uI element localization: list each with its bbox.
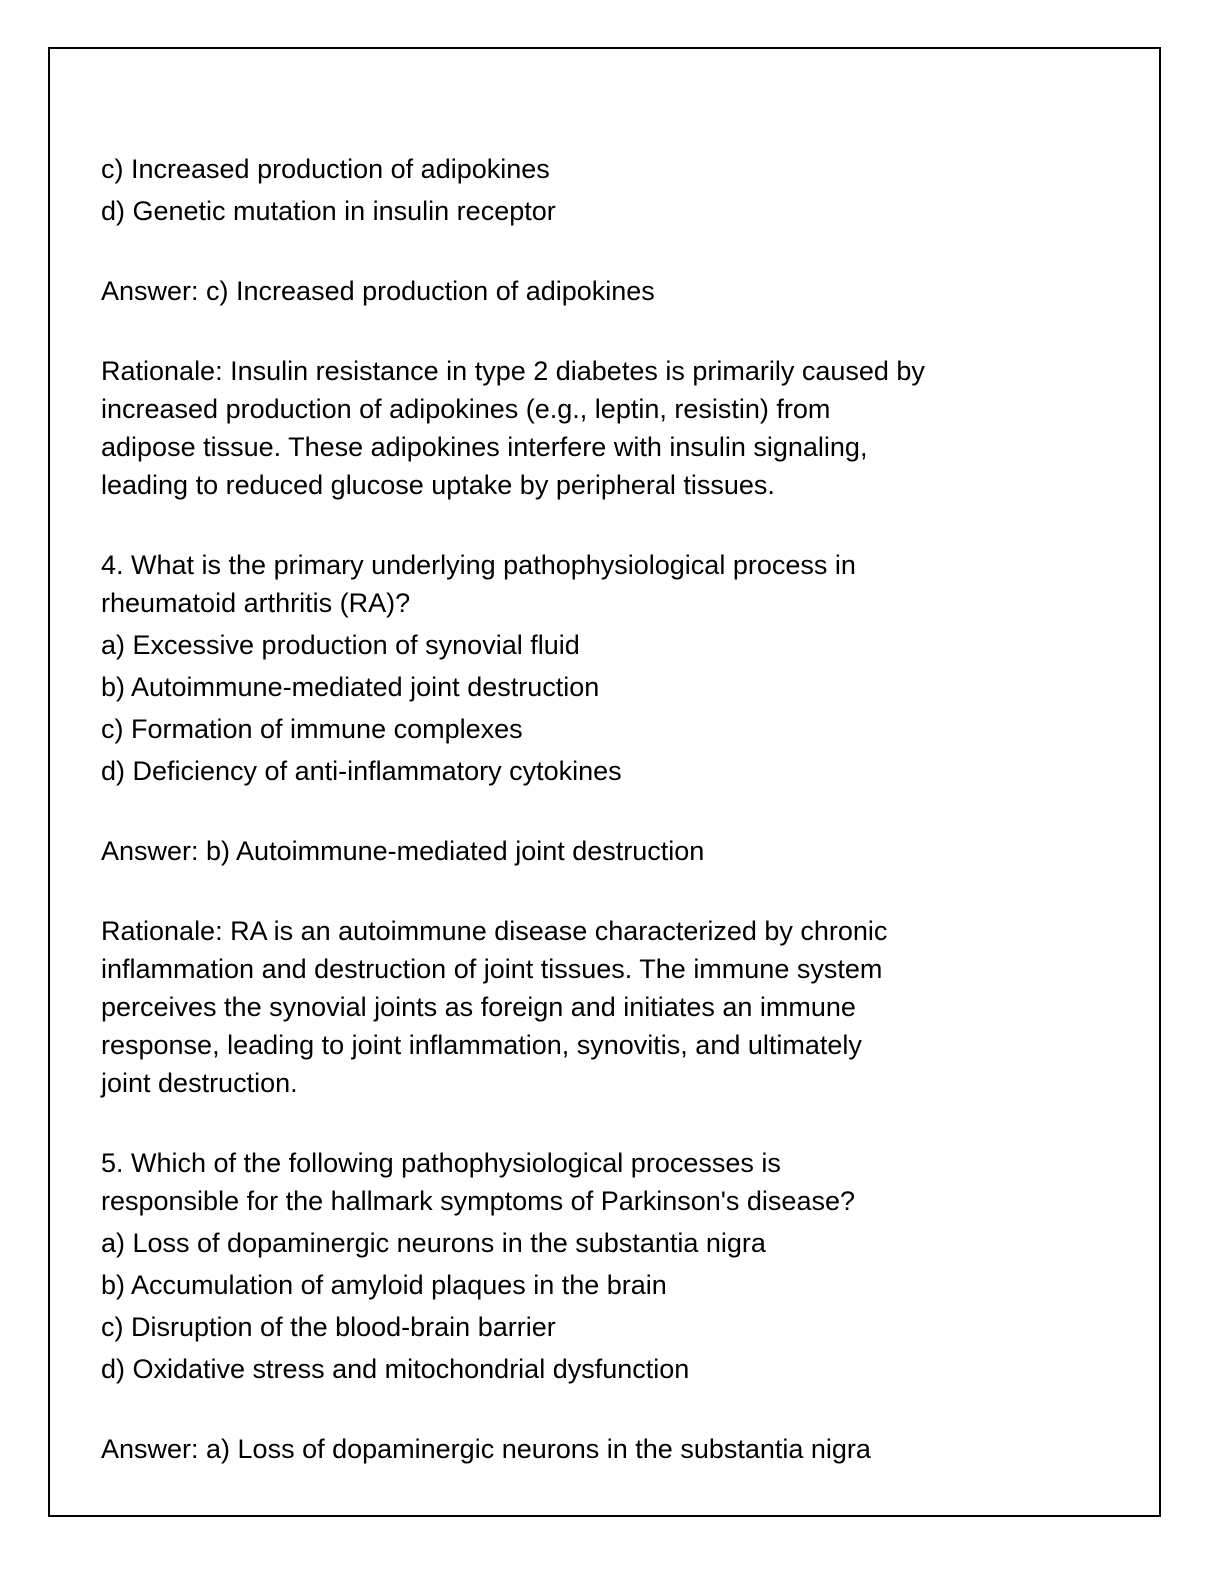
q3-rationale-line: adipose tissue. These adipokines interfere with insulin signaling, bbox=[101, 432, 868, 462]
q5-question-line: responsible for the hallmark symptoms of Parkinson's disease? bbox=[101, 1186, 855, 1216]
document-body bbox=[101, 150, 1121, 1468]
q4-rationale-line: response, leading to joint inflammation, synovitis, and ultimately bbox=[101, 1030, 862, 1060]
q5-question-line: 5. Which of the following pathophysiological processes is bbox=[101, 1148, 781, 1178]
q4-option-c: c) Formation of immune complexes bbox=[101, 714, 523, 744]
q5-answer: Answer: a) Loss of dopaminergic neurons in the substantia nigra bbox=[101, 1434, 871, 1464]
q4-rationale-line: joint destruction. bbox=[101, 1068, 298, 1098]
q4-option-a: a) Excessive production of synovial fluid bbox=[101, 630, 580, 660]
q4-option-d: d) Deficiency of anti-inflammatory cytokines bbox=[101, 756, 622, 786]
q4-rationale-line: perceives the synovial joints as foreign and initiates an immune bbox=[101, 992, 856, 1022]
q3-rationale-line: leading to reduced glucose uptake by peripheral tissues. bbox=[101, 470, 775, 500]
q3-rationale-line: Rationale: Insulin resistance in type 2 diabetes is primarily caused by bbox=[101, 356, 925, 386]
question-5-block bbox=[101, 1144, 1121, 1468]
q5-option-b: b) Accumulation of amyloid plaques in the brain bbox=[101, 1270, 667, 1300]
q4-question-line: rheumatoid arthritis (RA)? bbox=[101, 588, 411, 618]
question-4-block bbox=[101, 546, 1121, 1102]
q5-option-c: c) Disruption of the blood-brain barrier bbox=[101, 1312, 556, 1342]
q3-answer: Answer: c) Increased production of adipokines bbox=[101, 276, 655, 306]
q3-option-d: d) Genetic mutation in insulin receptor bbox=[101, 196, 556, 226]
q4-option-b: b) Autoimmune-mediated joint destruction bbox=[101, 672, 600, 702]
q3-rationale bbox=[101, 352, 1121, 504]
q4-rationale-line: Rationale: RA is an autoimmune disease characterized by chronic bbox=[101, 916, 888, 946]
q4-answer: Answer: b) Autoimmune-mediated joint destruction bbox=[101, 836, 705, 866]
q4-rationale-line: inflammation and destruction of joint tissues. The immune system bbox=[101, 954, 883, 984]
q4-rationale bbox=[101, 912, 1121, 1102]
q3-rationale-line: increased production of adipokines (e.g., leptin, resistin) from bbox=[101, 394, 831, 424]
q3-option-c: c) Increased production of adipokines bbox=[101, 154, 550, 184]
q4-question-line: 4. What is the primary underlying pathophysiological process in bbox=[101, 550, 856, 580]
question-3-block bbox=[101, 150, 1121, 504]
q5-option-d: d) Oxidative stress and mitochondrial dysfunction bbox=[101, 1354, 690, 1384]
q5-option-a: a) Loss of dopaminergic neurons in the substantia nigra bbox=[101, 1228, 766, 1258]
